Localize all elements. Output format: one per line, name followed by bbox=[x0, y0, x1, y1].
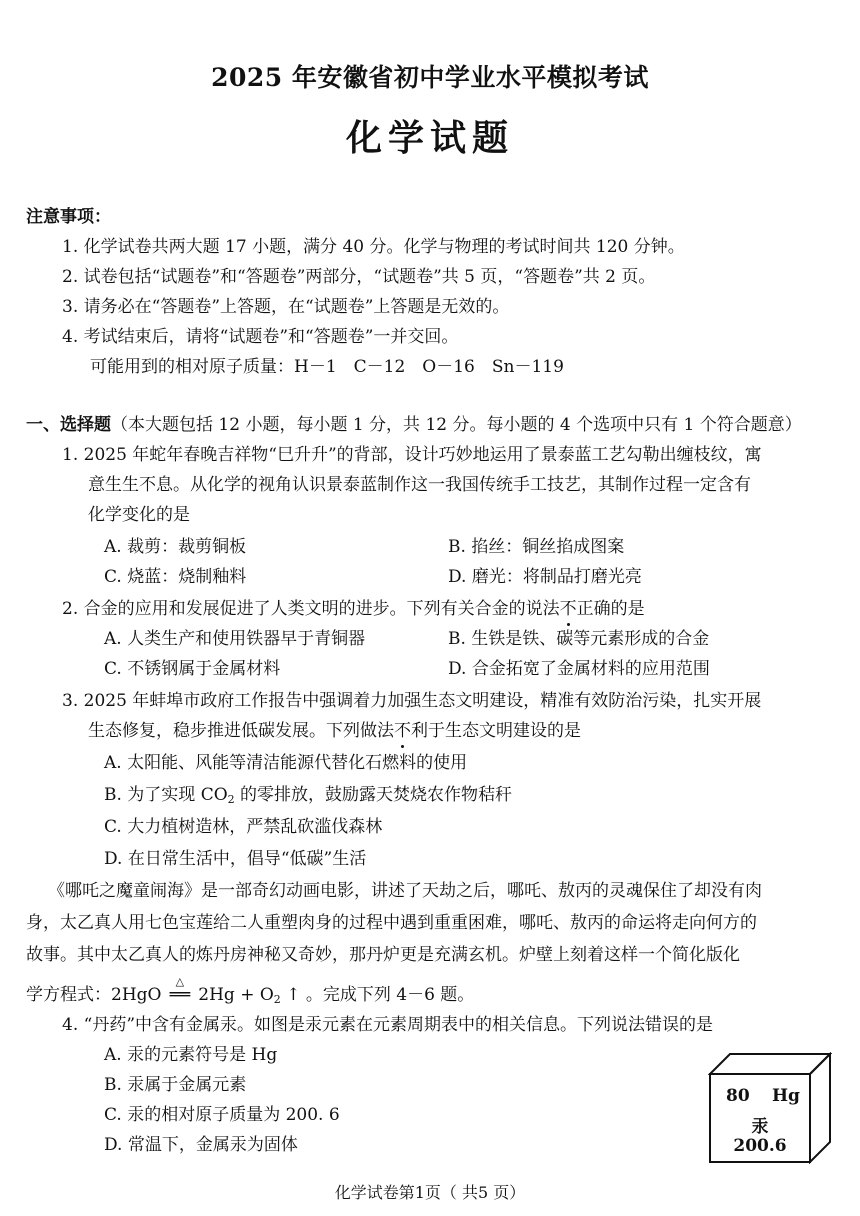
equation-products: 2Hg + O bbox=[192, 985, 274, 1005]
passage-line4-tail: ↑ 。完成下列 4－6 题。 bbox=[280, 985, 475, 1005]
equation-reactant: 学方程式：2HgO bbox=[26, 985, 167, 1005]
section-1-header bbox=[26, 414, 802, 436]
element-card-mercury bbox=[708, 1052, 820, 1158]
notes-heading: 注意事项： bbox=[26, 207, 111, 227]
atomic-masses: 可能用到的相对原子质量：H－1 C－12 O－16 Sn－119 bbox=[90, 357, 564, 377]
q3-stem-line2 bbox=[88, 720, 581, 742]
section-1-heading: 一、选择题 bbox=[26, 415, 111, 435]
q2-stem-pre: 2. 合金的应用和发展促进了人类文明的进步。下列有关合金的说法 bbox=[62, 599, 560, 619]
note-item-2: 2. 试卷包括“试题卷”和“答题卷”两部分，“试题卷”共 5 页，“答题卷”共 2 页。 bbox=[62, 267, 656, 287]
passage-line3: 故事。其中太乙真人的炼丹房神秘又奇妙，那丹炉更是充满玄机。炉壁上刻着这样一个简化版化 bbox=[26, 945, 740, 965]
q3-option-b bbox=[104, 784, 512, 811]
q3-option-b-pre: B. 为了实现 CO bbox=[104, 785, 228, 805]
passage-line4 bbox=[26, 975, 475, 1011]
q1-option-a: A. 裁剪：裁剪铜板 bbox=[104, 537, 247, 557]
heat-condition-icon: △ bbox=[175, 975, 185, 988]
q3-option-d: D. 在日常生活中，倡导“低碳”生活 bbox=[104, 849, 367, 869]
equation-sign: ══ bbox=[169, 985, 191, 1005]
q1-stem-line1: 1. 2025 年蛇年春晚吉祥物“巳升升”的背部，设计巧妙地运用了景泰蓝工艺勾勒出缠枝纹，寓 bbox=[62, 445, 762, 465]
q2-option-b: B. 生铁是铁、碳等元素形成的合金 bbox=[448, 629, 710, 649]
section-1-instructions: （本大题包括 12 小题，每小题 1 分，共 12 分。每小题的 4 个选项中只有 1 个符合题意） bbox=[111, 415, 802, 435]
passage-line2: 身，太乙真人用七色宝莲给二人重塑肉身的过程中遇到重重困难，哪吒、敖丙的命运将走向何方的 bbox=[26, 913, 757, 933]
q3-stem-post: 利于生态文明建设的是 bbox=[411, 721, 581, 741]
q3-stem-pre: 生态修复，稳步推进低碳发展。下列做法 bbox=[88, 721, 394, 741]
element-symbol: Hg bbox=[772, 1086, 800, 1106]
q4-stem: 4. “丹药”中含有金属汞。如图是汞元素在元素周期表中的相关信息。下列说法错误的是 bbox=[62, 1015, 714, 1035]
q3-stem-line1: 3. 2025 年蚌埠市政府工作报告中强调着力加强生态文明建设，精准有效防治污染，扎实开展 bbox=[62, 691, 762, 711]
q3-option-b-post: 的零排放，鼓励露天焚烧农作物秸秆 bbox=[234, 785, 513, 805]
exam-title: 2025 年安徽省初中学业水平模拟考试 bbox=[211, 63, 649, 92]
note-item-3: 3. 请务必在“答题卷”上答题，在“试题卷”上答题是无效的。 bbox=[62, 297, 510, 317]
q2-stem bbox=[62, 598, 645, 620]
q3-emphasis-dot: 不 bbox=[394, 721, 411, 741]
passage-line1: 《哪吒之魔童闹海》是一部奇幻动画电影，讲述了天劫之后，哪吒、敖丙的灵魂保住了却没有肉 bbox=[48, 881, 762, 901]
q3-option-c: C. 大力植树造林，严禁乱砍滥伐森林 bbox=[104, 817, 383, 837]
q1-option-b: B. 掐丝：铜丝掐成图案 bbox=[448, 537, 625, 557]
q2-option-d: D. 合金拓宽了金属材料的应用范围 bbox=[448, 659, 710, 679]
q4-option-a: A. 汞的元素符号是 Hg bbox=[104, 1045, 278, 1065]
element-atomic-number: 80 bbox=[726, 1086, 750, 1106]
q1-option-d: D. 磨光：将制品打磨光亮 bbox=[448, 567, 642, 587]
q4-option-b: B. 汞属于金属元素 bbox=[104, 1075, 247, 1095]
element-name: 汞 bbox=[751, 1117, 769, 1137]
q1-stem-line2: 意生生不息。从化学的视角认识景泰蓝制作这一我国传统手工技艺，其制作过程一定含有 bbox=[88, 475, 751, 495]
q1-option-c: C. 烧蓝：烧制釉料 bbox=[104, 567, 247, 587]
note-item-4: 4. 考试结束后，请将“试题卷”和“答题卷”一并交回。 bbox=[62, 327, 459, 347]
o2-subscript: 2 bbox=[273, 993, 281, 1006]
q2-option-c: C. 不锈钢属于金属材料 bbox=[104, 659, 281, 679]
q4-option-c: C. 汞的相对原子质量为 200. 6 bbox=[104, 1105, 340, 1125]
q2-emphasis-dot: 不 bbox=[559, 599, 577, 619]
q4-option-d: D. 常温下，金属汞为固体 bbox=[104, 1135, 298, 1155]
page-footer: 化学试卷第1页（ 共5 页） bbox=[334, 1183, 526, 1202]
q1-stem-line3: 化学变化的是 bbox=[88, 505, 190, 525]
element-atomic-mass: 200.6 bbox=[733, 1136, 787, 1156]
q3-co2-subscript: 2 bbox=[227, 793, 235, 806]
q2-option-a: A. 人类生产和使用铁器早于青铜器 bbox=[104, 629, 366, 649]
equation-arrow bbox=[167, 975, 193, 1006]
subject-title: 化学试题 bbox=[345, 117, 514, 159]
note-item-1: 1. 化学试卷共两大题 17 小题，满分 40 分。化学与物理的考试时间共 120 分钟。 bbox=[62, 237, 685, 257]
q3-option-a: A. 太阳能、风能等清洁能源代替化石燃料的使用 bbox=[104, 753, 468, 773]
q2-stem-post: 正确的是 bbox=[576, 599, 645, 619]
